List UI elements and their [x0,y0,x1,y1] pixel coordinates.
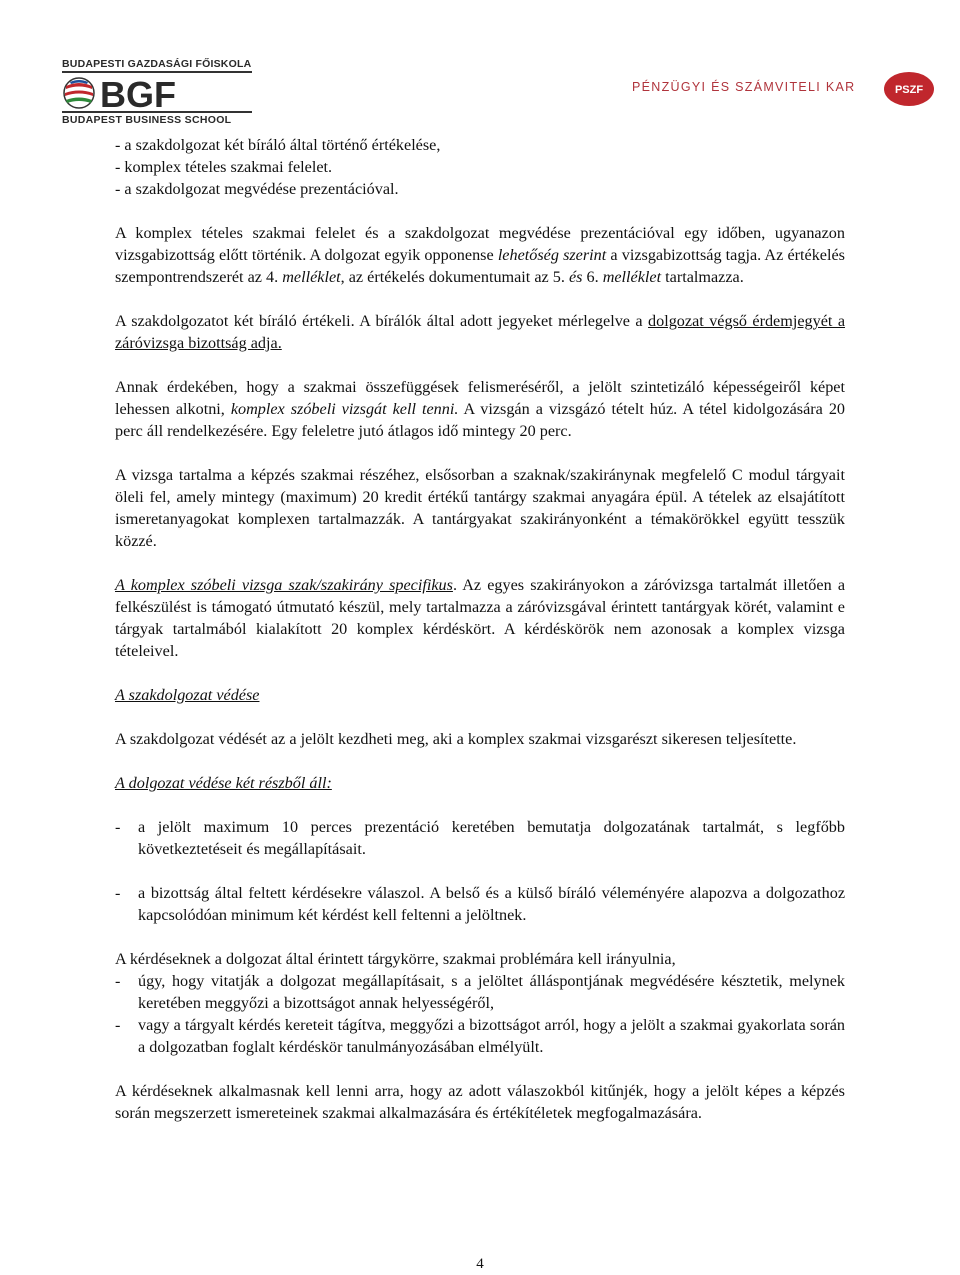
text-run: Annak érdekében, hogy a szakmai összefüggések felismeréséről, a jelölt szintetizáló képességeiről képet lehessen alkotni, [115,378,845,418]
text-run: A vizsgán a vizsgázó tételt húz. A tétel kidolgozására 20 perc áll rendelkezésére. Egy feleletre jutó átlagos idő mintegy 20 perc. [115,400,846,440]
logo-letters: BGF [100,76,176,110]
globe-icon [64,78,94,108]
list-item: - a szakdolgozat két bíráló által történő értékelése, [115,136,441,154]
list-item [115,882,845,926]
school-name-bottom: BUDAPEST BUSINESS SCHOOL [62,114,232,126]
dash-marker: - [115,884,121,902]
text-run-italic: komplex szóbeli vizsgát kell tenni. [230,400,459,418]
text-run-italic: és [568,268,583,286]
dash-marker: - [115,972,121,990]
text-run-underlined: dolgozat végső érdemjegyét a záróvizsga bizottság adja. [115,312,845,352]
text-run-italic: lehetőség szerint [497,246,607,264]
pszf-logo-text: PSZF [894,84,924,96]
text-run: 6. [582,268,603,286]
logo-rule-top [62,71,252,73]
text-run: . Az egyes szakirányokon a záróvizsga tartalmát illetően a felkészülést is támogató útmutató készül, mely tartalmazza a záróvizsgával érintett tantárgyak körét, valamint e tárgyak tartalmából kialakított 20 komplex kérdéskört. A kérdéskörök nem azonosak a komplex vizsga tételeivel. [115,576,846,660]
pszf-logo [883,71,935,107]
paragraph-reviewers [115,310,845,354]
list-item: - komplex tételes szakmai felelet. [115,158,333,176]
list-item [115,970,845,1014]
list-item-text: úgy, hogy vitatják a dolgozat megállapításait, s a jelöltet álláspontjának megvédésére késztetik, melynek keretében meggyőzi a bizottságot annak helyességéről, [138,972,845,1012]
list-item [115,1014,845,1058]
heading-defense: A szakdolgozat védése [115,686,260,704]
page-number: 4 [476,1256,484,1272]
document-body [115,134,845,1124]
page-header [0,0,960,130]
dash-marker: - [115,818,121,836]
intro-list [115,134,845,200]
list-item-text: a jelölt maximum 10 perces prezentáció keretében bemutatja dolgozatának tartalmát, s legfőbb következtetéseit és megállapításait. [138,818,845,858]
bgf-mark [62,76,252,110]
paragraph-conclusion: A kérdéseknek alkalmasnak kell lenni arra, hogy az adott válaszokból kitűnjék, hogy a jelölt képes a képzés során megszerzett ismereteinek szakmai alkalmazására és értékítéletek megfogalmazására. [115,1082,845,1122]
text-run: , az értékelés dokumentumait az 5. [340,268,569,286]
school-name-top: BUDAPESTI GAZDASÁGI FŐISKOLA [62,58,252,70]
paragraph-defense-start: A szakdolgozat védését az a jelölt kezdheti meg, aki a komplex szakmai vizsgarészt sikeresen teljesítette. [115,730,797,748]
paragraph-exam-content: A vizsga tartalma a képzés szakmai részéhez, elsősorban a szaknak/szakiránynak megfelelő C modul tárgyait öleli fel, amely mintegy (maximum) 20 kredit értékű tantárgy szakmai anyagára épül. A tételek az elsajátított ismeretanyagokat komplexen tartalmazzák. A tantárgyakat szakirányonként a témakörökkel együtt tesszük közzé. [115,466,845,550]
bgf-logo [62,58,257,124]
heading-parts: A dolgozat védése két részből áll: [115,774,332,792]
text-run: A komplex tételes szakmai felelet és a szakdolgozat megvédése prezentációval egy időben, ugyanazon vizsgabizottság előtt történik. A dolgozat egyik opponense [115,224,845,264]
text-run: A szakdolgozatot két bíráló értékeli. A bírálók által adott jegyeket mérlegelve a [115,312,649,330]
paragraph-oral-exam [115,376,845,442]
text-run-italic: melléklet [282,268,341,286]
paragraph-exam-structure [115,222,845,288]
paragraph-questions: A kérdéseknek a dolgozat által érintett tárgykörre, szakmai problémára kell irányulnia, [115,950,676,968]
dash-marker: - [115,1016,121,1034]
text-run-heading: A komplex szóbeli vizsga szak/szakirány specifikus [115,576,453,594]
list-item-text: a bizottság által feltett kérdésekre válaszol. A belső és a külső bíráló véleményére alapozva a dolgozathoz kapcsolódóan minimum két kérdést kell feltenni a jelöltnek. [138,884,845,924]
text-run-italic: melléklet [602,268,662,286]
faculty-name: PÉNZÜGYI ÉS SZÁMVITELI KAR [632,80,856,94]
text-run: tartalmazza. [661,268,744,286]
paragraph-specific [115,574,845,662]
list-item: - a szakdolgozat megvédése prezentációval. [115,180,399,198]
list-item-text: vagy a tárgyalt kérdés kereteit tágítva, meggyőzi a bizottságot arról, hogy a jelölt a szakmai gyakorlata során a dolgozatban foglalt kérdéskör tanulmányozásában elmélyült. [138,1016,845,1056]
logo-rule-bottom [62,111,252,113]
list-item [115,816,845,860]
text-run: a vizsgabizottság tagja. Az értékelés szempontrendszerét az 4. [115,246,845,286]
